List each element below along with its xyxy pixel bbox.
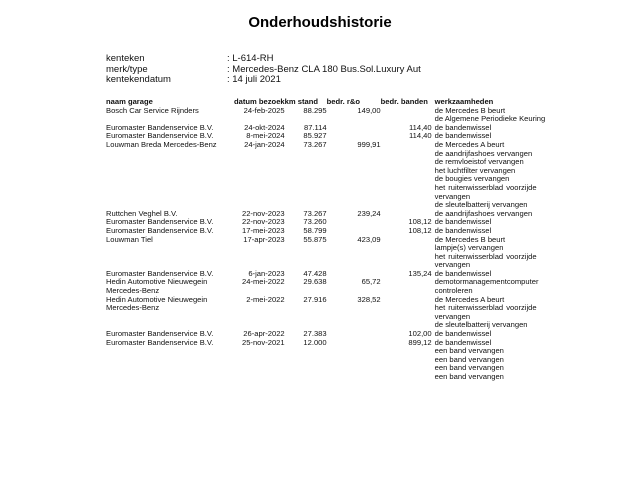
work-item: controleren xyxy=(434,286,473,296)
work-word: voorzijde xyxy=(506,303,537,313)
cell-amount-ro xyxy=(327,330,381,339)
work-word: het xyxy=(434,303,446,313)
table-body xyxy=(106,107,545,382)
cell-garage xyxy=(106,278,234,295)
work-item: vervangen xyxy=(434,191,471,201)
header-garage: naam garage xyxy=(106,97,153,106)
cell-date: 17-apr-2023 xyxy=(243,234,285,244)
work-item: de remvloeistof vervangen xyxy=(434,157,524,167)
cell-date: 6-jan-2023 xyxy=(248,268,285,278)
cell-date: 24-okt-2024 xyxy=(244,122,285,132)
work-item: de bandenwissel xyxy=(434,268,492,278)
cell-amount-ro xyxy=(327,339,381,382)
cell-date: 22-nov-2023 xyxy=(241,217,285,227)
cell-work xyxy=(432,278,546,295)
work-item: vervangen xyxy=(434,260,471,270)
field-value: : Mercedes-Benz CLA 180 Bus.Sol.Luxury Aut xyxy=(227,63,421,75)
field-value: : 14 juli 2021 xyxy=(227,74,281,85)
table-row xyxy=(106,236,545,270)
cell-garage xyxy=(106,296,234,330)
header-ro: bedr. r&o xyxy=(326,97,360,106)
cell-garage xyxy=(106,107,234,124)
table-row xyxy=(106,141,545,210)
work-item: de Mercedes A beurt xyxy=(434,139,505,149)
work-word: motormanagementcomputer xyxy=(443,277,539,287)
work-item: een band vervangen xyxy=(434,372,504,381)
work-item: de bandenwissel xyxy=(434,337,492,347)
header-km: km stand xyxy=(284,97,318,106)
work-item: een band vervangen xyxy=(434,363,504,373)
work-word: voorzijde xyxy=(506,182,537,192)
cell-km: 87.114 xyxy=(303,122,327,132)
field-label: kentekendatum xyxy=(106,74,171,85)
cell-date: 25-nov-2021 xyxy=(241,337,285,347)
work-item: de bandenwissel xyxy=(434,217,492,227)
cell-amount-banden: 135,24 xyxy=(408,268,432,278)
work-item: een band vervangen xyxy=(434,354,504,364)
work-item: vervangen xyxy=(434,311,471,321)
cell-amount-ro: 149,00 xyxy=(357,105,381,115)
work-item: een band vervangen xyxy=(434,346,504,356)
cell-amount-ro: 65,72 xyxy=(361,277,381,287)
cell-km: 47.428 xyxy=(303,268,327,278)
cell-work xyxy=(432,339,546,382)
cell-work xyxy=(432,296,546,330)
cell-km: 85.927 xyxy=(303,131,327,141)
work-item: lampje(s) vervangen xyxy=(434,243,504,253)
cell-amount-banden: 114,40 xyxy=(408,122,432,132)
cell-date: 17-mei-2023 xyxy=(242,225,285,235)
work-item: de bandenwissel xyxy=(434,225,492,235)
garage-name: Hedin Automotive Nieuwegein xyxy=(106,294,208,304)
table-row xyxy=(106,278,545,295)
field-label: kenteken xyxy=(106,53,145,64)
cell-amount-ro: 328,52 xyxy=(357,294,381,304)
work-word: ruitenwisserblad xyxy=(448,303,504,313)
cell-garage xyxy=(106,236,234,270)
cell-amount-banden xyxy=(381,236,432,270)
cell-date: 24-jan-2024 xyxy=(244,139,285,149)
cell-km: 58.799 xyxy=(303,225,327,235)
work-item: de aandrijfashoes vervangen xyxy=(434,208,533,218)
cell-km: 73.260 xyxy=(303,217,327,227)
garage-name-line2: Mercedes-Benz xyxy=(106,303,160,313)
garage-name: Euromaster Bandenservice B.V. xyxy=(106,131,214,141)
cell-amount-ro: 239,24 xyxy=(357,208,381,218)
cell-km: 27.916 xyxy=(303,294,327,304)
table-row xyxy=(106,296,545,330)
cell-km: 73.267 xyxy=(303,208,327,218)
garage-name: Ruttchen Veghel B.V. xyxy=(106,208,178,218)
vehicle-field-kenteken xyxy=(106,54,421,65)
work-item: de bandenwissel xyxy=(434,329,492,339)
cell-amount-banden xyxy=(381,296,432,330)
garage-name: Euromaster Bandenservice B.V. xyxy=(106,268,214,278)
work-word: ruitenwisserblad xyxy=(448,182,504,192)
garage-name: Euromaster Bandenservice B.V. xyxy=(106,122,214,132)
cell-km: 29.638 xyxy=(303,277,327,287)
cell-km: 12.000 xyxy=(303,337,327,347)
work-word: ruitenwisserblad xyxy=(448,251,504,261)
work-item: de bandenwissel xyxy=(434,131,492,141)
work-item: de Mercedes B beurt xyxy=(434,234,506,244)
cell-amount-banden: 108,12 xyxy=(408,217,432,227)
cell-date: 22-nov-2023 xyxy=(241,208,285,218)
cell-amount-ro xyxy=(327,124,381,133)
cell-date: 8-mei-2024 xyxy=(246,131,285,141)
header-work: werkzaamheden xyxy=(434,97,494,106)
garage-name: Euromaster Bandenservice B.V. xyxy=(106,337,214,347)
work-item: de sleutelbatterij vervangen xyxy=(434,320,528,330)
page-title: Onderhoudshistorie xyxy=(248,14,392,31)
cell-km: 73.267 xyxy=(303,139,327,149)
garage-name-line2: Mercedes-Benz xyxy=(106,286,160,296)
cell-work xyxy=(432,141,546,210)
vehicle-field-kentekendatum xyxy=(106,75,421,86)
header-banden: bedr. banden xyxy=(380,97,428,106)
cell-km: 88.295 xyxy=(303,105,327,115)
maintenance-history-table xyxy=(106,98,545,382)
cell-amount-banden xyxy=(381,141,432,210)
table-row xyxy=(106,107,545,124)
field-label: merk/type xyxy=(106,63,148,75)
work-item: het luchtfilter vervangen xyxy=(434,165,516,175)
work-item: de aandrijfashoes vervangen xyxy=(434,148,533,158)
cell-amount-banden xyxy=(381,278,432,295)
field-value: : L-614-RH xyxy=(227,53,274,64)
work-item: de bougies vervangen xyxy=(434,174,510,184)
garage-name: Louwman Breda Mercedes-Benz xyxy=(106,139,217,149)
cell-amount-banden: 102,00 xyxy=(408,329,432,339)
work-word: de xyxy=(434,277,444,287)
work-item: de Algemene Periodieke Keuring xyxy=(434,114,546,124)
work-item: de Mercedes A beurt xyxy=(434,294,505,304)
cell-amount-banden: 114,40 xyxy=(408,131,432,141)
cell-work xyxy=(432,236,546,270)
table-row xyxy=(106,339,545,382)
cell-garage xyxy=(106,339,234,382)
garage-name: Louwman Tiel xyxy=(106,234,153,244)
work-word: het xyxy=(434,182,446,192)
garage-name: Euromaster Bandenservice B.V. xyxy=(106,329,214,339)
work-word: voorzijde xyxy=(506,251,537,261)
cell-amount-banden: 108,12 xyxy=(408,225,432,235)
work-item: de bandenwissel xyxy=(434,122,492,132)
garage-name: Euromaster Bandenservice B.V. xyxy=(106,225,214,235)
work-item: de sleutelbatterij vervangen xyxy=(434,200,528,210)
cell-amount-ro: 423,09 xyxy=(357,234,381,244)
cell-amount-ro: 999,91 xyxy=(357,139,381,149)
cell-date: 26-apr-2022 xyxy=(243,329,285,339)
cell-date: 2-mei-2022 xyxy=(246,294,285,304)
work-item: de Mercedes B beurt xyxy=(434,105,506,115)
garage-name: Bosch Car Service Rijnders xyxy=(106,105,199,115)
cell-garage xyxy=(106,141,234,210)
garage-name: Hedin Automotive Nieuwegein xyxy=(106,277,208,287)
garage-name: Euromaster Bandenservice B.V. xyxy=(106,217,214,227)
cell-km: 55.875 xyxy=(303,234,327,244)
cell-amount-banden xyxy=(381,107,432,124)
vehicle-info xyxy=(106,54,421,86)
header-date: datum bezoek xyxy=(234,97,285,106)
cell-work xyxy=(432,107,546,124)
work-word: het xyxy=(434,251,446,261)
cell-amount-ro xyxy=(327,218,381,227)
cell-km: 27.383 xyxy=(303,329,327,339)
cell-date: 24-feb-2025 xyxy=(243,105,285,115)
cell-date: 24-mei-2022 xyxy=(242,277,285,287)
cell-amount-banden: 899,12 xyxy=(408,337,432,347)
